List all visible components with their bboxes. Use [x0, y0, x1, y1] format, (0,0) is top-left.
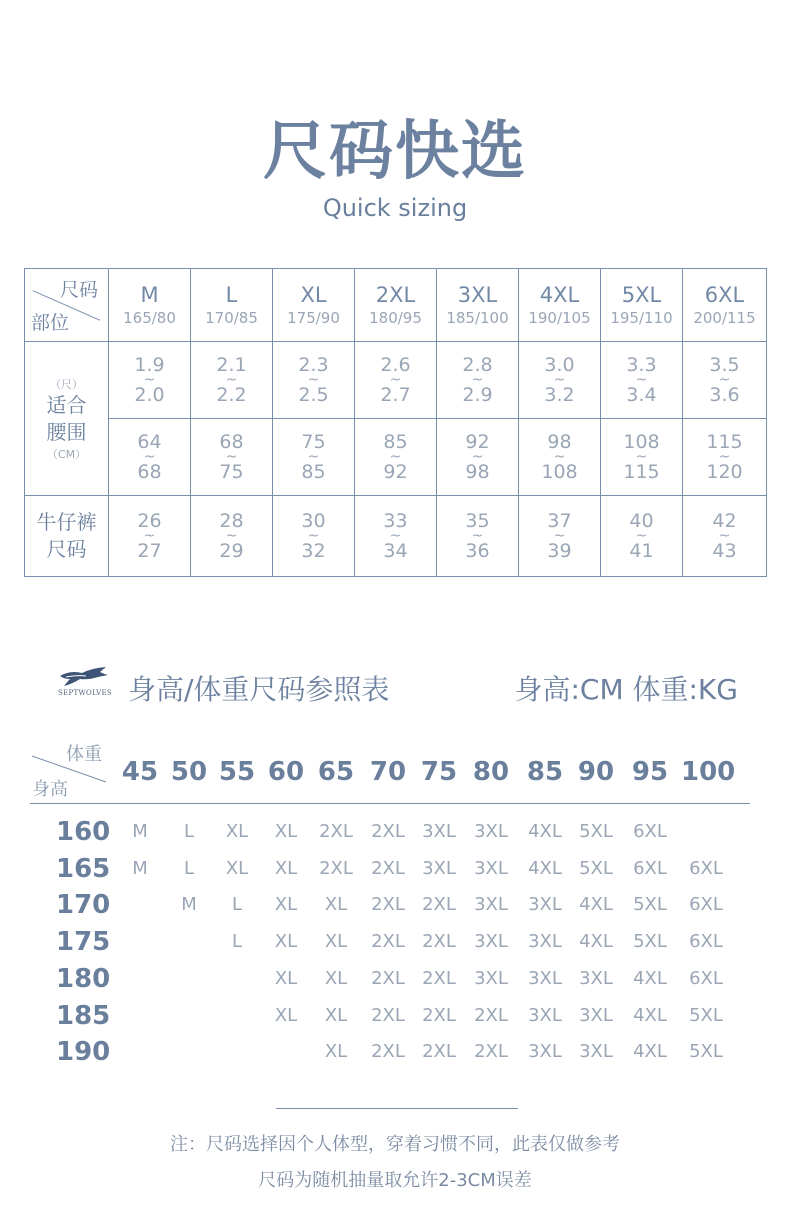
size-cell: 2XL: [371, 967, 405, 989]
weight-header: 55: [218, 757, 256, 787]
size-cell: XL: [274, 967, 298, 989]
size-cell: 3XL: [474, 857, 508, 879]
range-high: 85: [301, 461, 326, 483]
size-head-m: [109, 269, 191, 342]
range-high: 2.2: [216, 384, 247, 406]
waist-chi-cell: [191, 342, 273, 419]
range-low: 98: [547, 431, 572, 453]
size-cell: 3XL: [422, 821, 456, 842]
range-high: 2.0: [134, 384, 165, 406]
size-cell: 3XL: [528, 931, 562, 953]
jeans-cell: [109, 496, 191, 577]
size-cell: 6XL: [689, 931, 723, 953]
height-label: 165: [56, 853, 111, 884]
range-low: 3.3: [626, 354, 657, 376]
jeans-cell: [601, 496, 683, 577]
size-cell: 6XL: [689, 857, 723, 879]
size-cell: XL: [324, 894, 348, 916]
range-tilde: ~: [389, 372, 402, 388]
size-cell: 5XL: [689, 1004, 723, 1026]
size-cell: 2XL: [371, 1041, 405, 1063]
size-cell: L: [183, 821, 195, 842]
range-tilde: ~: [553, 449, 566, 465]
range-low: 35: [465, 510, 490, 532]
size-cell: L: [231, 931, 243, 953]
size-cell: M: [181, 894, 197, 916]
size-cell: L: [183, 857, 195, 879]
range-low: 92: [465, 431, 490, 453]
size-cell: 4XL: [579, 931, 613, 953]
range-tilde: ~: [225, 528, 238, 544]
range-low: 3.5: [709, 354, 740, 376]
size-cell: 3XL: [579, 1041, 613, 1063]
range-tilde: ~: [635, 372, 648, 388]
range-tilde: ~: [143, 372, 156, 388]
range-high: 120: [706, 461, 743, 483]
weight-header: 45: [121, 757, 159, 787]
range-tilde: ~: [471, 449, 484, 465]
waist-label-line2: 腰围: [46, 419, 87, 444]
range-high: 41: [629, 540, 654, 562]
range-tilde: ~: [553, 372, 566, 388]
waist-cm-cell: [273, 419, 355, 496]
range-low: 33: [383, 510, 408, 532]
size-cell: 3XL: [579, 1004, 613, 1026]
size-dim: 175/90: [287, 309, 340, 327]
range-low: 42: [712, 510, 737, 532]
range-low: 40: [629, 510, 654, 532]
size-cell: 5XL: [689, 1041, 723, 1063]
range-high: 3.2: [544, 384, 575, 406]
range-high: 29: [219, 540, 244, 562]
range-tilde: ~: [307, 528, 320, 544]
range-high: 115: [623, 461, 660, 483]
range-low: 30: [301, 510, 326, 532]
range-tilde: ~: [635, 449, 648, 465]
range-tilde: ~: [553, 528, 566, 544]
size-head-2xl: [355, 269, 437, 342]
size-cell: 2XL: [371, 857, 405, 879]
range-tilde: ~: [718, 449, 731, 465]
waist-chi-cell: [437, 342, 519, 419]
range-tilde: ~: [307, 372, 320, 388]
size-cell: XL: [274, 894, 298, 916]
size-head-6xl: [683, 269, 767, 342]
range-high: 98: [465, 461, 490, 483]
size-cell: 5XL: [579, 821, 613, 842]
range-tilde: ~: [307, 449, 320, 465]
size-cell: 2XL: [422, 894, 456, 916]
range-tilde: ~: [471, 372, 484, 388]
range-low: 28: [219, 510, 244, 532]
size-label: 4XL: [539, 283, 580, 307]
size-label: 5XL: [621, 283, 662, 307]
size-dim: 190/105: [528, 309, 591, 327]
jeans-cell: [355, 496, 437, 577]
weight-header: 50: [170, 757, 208, 787]
range-high: 2.7: [380, 384, 411, 406]
size-cell: 4XL: [528, 857, 562, 879]
size-cell: XL: [274, 931, 298, 953]
waist-chi-cell: [273, 342, 355, 419]
size-label: M: [140, 283, 159, 307]
size-cell: XL: [324, 1004, 348, 1026]
size-label: 3XL: [457, 283, 498, 307]
waist-chi-cell: [683, 342, 767, 419]
size-cell: 2XL: [474, 1004, 508, 1026]
range-low: 3.0: [544, 354, 575, 376]
brand-logo-text: SEPTWOLVES: [58, 689, 112, 697]
size-cell: 2XL: [422, 1004, 456, 1026]
jeans-label-line1: 牛仔裤: [36, 510, 97, 534]
range-high: 3.4: [626, 384, 657, 406]
size-cell: M: [132, 821, 148, 842]
chart-title: 身高/体重尺码参照表: [128, 673, 390, 706]
jeans-cell: [519, 496, 601, 577]
waist-chi-cell: [601, 342, 683, 419]
jeans-cell: [273, 496, 355, 577]
waist-chi-cell: [355, 342, 437, 419]
weight-header: 95: [631, 757, 669, 787]
size-cell: 3XL: [474, 931, 508, 953]
height-label: 160: [56, 817, 111, 847]
corner-part-label: 部位: [31, 312, 70, 334]
note-line-1: 注：尺码选择因个人体型，穿着习惯不同，此表仅做参考: [170, 1134, 620, 1155]
waist-cm-cell: [519, 419, 601, 496]
range-low: 68: [219, 431, 244, 453]
weight-header: 60: [267, 757, 305, 787]
waist-chi-row: [25, 342, 767, 419]
waist-chi-cell: [109, 342, 191, 419]
size-cell: 2XL: [422, 931, 456, 953]
range-high: 39: [547, 540, 572, 562]
weight-header: 90: [577, 757, 615, 787]
size-dim: 195/110: [610, 309, 673, 327]
weight-header: 65: [317, 757, 355, 787]
range-high: 75: [219, 461, 244, 483]
range-low: 2.1: [216, 354, 247, 376]
waist-cm-cell: [683, 419, 767, 496]
size-cell: 5XL: [633, 931, 667, 953]
height-label: 175: [56, 927, 111, 958]
weight-header: 100: [681, 757, 736, 787]
weight-header: 80: [472, 757, 510, 787]
size-cell: 3XL: [528, 1041, 562, 1063]
size-cell: 6XL: [633, 821, 667, 842]
size-cell: 4XL: [633, 967, 667, 989]
height-label: 185: [56, 1000, 111, 1031]
chart-units: 身高:CM 体重:KG: [514, 673, 738, 706]
weight-header: 75: [420, 757, 458, 787]
range-tilde: ~: [718, 528, 731, 544]
size-dim: 180/95: [369, 309, 422, 327]
header-divider: [30, 803, 750, 804]
size-cell: XL: [274, 857, 298, 879]
page-subtitle: Quick sizing: [322, 194, 468, 222]
size-label: 6XL: [704, 283, 745, 307]
range-high: 43: [712, 540, 737, 562]
note-line-2: 尺码为随机抽量取允许2-3CM误差: [258, 1170, 532, 1191]
range-low: 85: [383, 431, 408, 453]
waist-unit-chi: （尺）: [50, 377, 83, 391]
size-head-4xl: [519, 269, 601, 342]
size-label: XL: [300, 283, 327, 307]
range-low: 64: [137, 431, 162, 453]
weight-header: 85: [526, 757, 564, 787]
size-head-5xl: [601, 269, 683, 342]
size-cell: 2XL: [319, 857, 353, 879]
range-tilde: ~: [389, 528, 402, 544]
waist-cm-cell: [437, 419, 519, 496]
size-cell: 3XL: [528, 967, 562, 989]
corner-cell: [25, 269, 109, 342]
size-cell: 5XL: [579, 857, 613, 879]
size-cell: XL: [324, 931, 348, 953]
jeans-cell: [683, 496, 767, 577]
size-dim: 185/100: [446, 309, 509, 327]
weight-header: 70: [369, 757, 407, 787]
range-high: 32: [301, 540, 326, 562]
size-cell: 2XL: [474, 1041, 508, 1063]
size-cell: 6XL: [689, 967, 723, 989]
size-cell: M: [132, 857, 148, 879]
waist-cm-row: [25, 419, 767, 496]
size-cell: 3XL: [474, 821, 508, 842]
size-cell: 3XL: [528, 1004, 562, 1026]
range-high: 34: [383, 540, 408, 562]
waist-cm-cell: [601, 419, 683, 496]
range-low: 2.6: [380, 354, 411, 376]
range-high: 3.6: [709, 384, 740, 406]
size-dim: 165/80: [123, 309, 176, 327]
size-label: 2XL: [375, 283, 416, 307]
waist-unit-cm: （CM）: [46, 447, 87, 461]
size-cell: 3XL: [579, 967, 613, 989]
note-divider: [276, 1108, 518, 1109]
size-head-3xl: [437, 269, 519, 342]
range-high: 2.5: [298, 384, 329, 406]
size-cell: 4XL: [579, 894, 613, 916]
size-cell: XL: [324, 1041, 348, 1063]
waist-cm-cell: [109, 419, 191, 496]
size-cell: 5XL: [633, 894, 667, 916]
range-tilde: ~: [143, 449, 156, 465]
size-cell: 3XL: [474, 894, 508, 916]
range-tilde: ~: [635, 528, 648, 544]
range-high: 2.9: [462, 384, 493, 406]
size-table: [24, 268, 767, 577]
size-dim: 170/85: [205, 309, 258, 327]
size-cell: XL: [324, 967, 348, 989]
range-low: 2.8: [462, 354, 493, 376]
size-dim: 200/115: [693, 309, 756, 327]
size-cell: 2XL: [319, 821, 353, 842]
size-cell: L: [231, 894, 243, 916]
range-high: 108: [541, 461, 578, 483]
size-label: L: [225, 283, 238, 307]
waist-label-line1: 适合: [46, 392, 87, 417]
size-cell: 4XL: [633, 1041, 667, 1063]
range-low: 37: [547, 510, 572, 532]
range-high: 27: [137, 540, 162, 562]
height-label: 170: [56, 890, 111, 921]
jeans-cell: [437, 496, 519, 577]
range-low: 1.9: [134, 354, 165, 376]
corner-weight-label: 体重: [66, 744, 102, 765]
size-cell: 2XL: [422, 967, 456, 989]
waist-label-cell: [25, 342, 109, 496]
size-cell: XL: [274, 821, 298, 842]
range-tilde: ~: [471, 528, 484, 544]
height-label: 190: [56, 1037, 111, 1068]
size-cell: 6XL: [633, 857, 667, 879]
size-head-l: [191, 269, 273, 342]
size-cell: 2XL: [371, 1004, 405, 1026]
size-cell: 4XL: [633, 1004, 667, 1026]
range-tilde: ~: [143, 528, 156, 544]
waist-cm-cell: [355, 419, 437, 496]
size-head-xl: [273, 269, 355, 342]
range-low: 108: [623, 431, 660, 453]
wolf-icon: [58, 664, 110, 690]
size-cell: 4XL: [528, 821, 562, 842]
height-label: 180: [56, 963, 111, 994]
brand-logo: [58, 664, 110, 704]
size-cell: 2XL: [371, 931, 405, 953]
size-cell: XL: [274, 1004, 298, 1026]
jeans-label-cell: [25, 496, 109, 577]
size-cell: 3XL: [528, 894, 562, 916]
waist-chi-cell: [519, 342, 601, 419]
range-low: 26: [137, 510, 162, 532]
range-tilde: ~: [389, 449, 402, 465]
size-cell: 2XL: [371, 894, 405, 916]
jeans-cell: [191, 496, 273, 577]
size-cell: 6XL: [689, 894, 723, 916]
size-cell: 3XL: [422, 857, 456, 879]
page-title: 尺码快选: [263, 115, 527, 189]
range-tilde: ~: [225, 372, 238, 388]
range-tilde: ~: [718, 372, 731, 388]
corner-height-label: 身高: [32, 779, 68, 800]
size-header-row: [25, 269, 767, 342]
range-tilde: ~: [225, 449, 238, 465]
jeans-row: [25, 496, 767, 577]
range-low: 115: [706, 431, 743, 453]
size-cell: XL: [225, 857, 249, 879]
size-cell: 2XL: [422, 1041, 456, 1063]
size-cell: 2XL: [371, 821, 405, 842]
range-low: 2.3: [298, 354, 329, 376]
corner-size-label: 尺码: [59, 279, 98, 301]
range-low: 75: [301, 431, 326, 453]
size-cell: XL: [225, 821, 249, 842]
jeans-label-line2: 尺码: [46, 537, 87, 561]
waist-cm-cell: [191, 419, 273, 496]
size-cell: 3XL: [474, 967, 508, 989]
range-high: 92: [383, 461, 408, 483]
range-high: 68: [137, 461, 162, 483]
range-high: 36: [465, 540, 490, 562]
